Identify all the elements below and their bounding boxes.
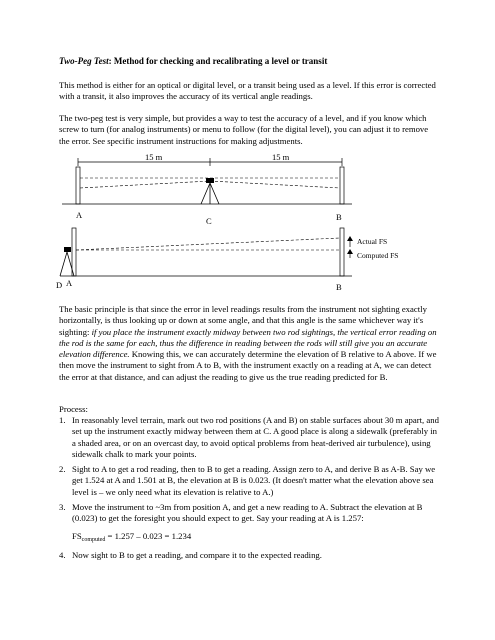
step-number: 1. <box>59 415 66 425</box>
two-peg-diagram <box>0 0 495 300</box>
title-bold: Method for checking and recalibrating a level or transit <box>113 56 328 66</box>
dist-right-label: 15 m <box>272 152 290 162</box>
tripod-c <box>201 178 219 204</box>
step-number: 4. <box>59 549 66 560</box>
step-number: 2. <box>59 464 66 475</box>
actual-sight-line <box>76 238 340 250</box>
process-label: Process: <box>59 404 88 414</box>
formula-expression: = 1.257 – 0.023 = 1.234 <box>105 530 192 541</box>
step-item <box>59 502 439 546</box>
bottom-diagram <box>56 228 398 292</box>
rod-a <box>76 167 80 204</box>
computed-fs-arrow-icon <box>347 249 353 254</box>
label-c: C <box>206 216 212 226</box>
principle-text: The basic principle is that since the error in level readings results from the instrument not sighting exactly horizontally, is thus looking up or down at some angle, and that this angle is the same whichever way it's sighting: <box>59 304 427 337</box>
computed-fs-label: Computed FS <box>357 251 399 260</box>
step-text: Now sight to B to get a reading, and compare it to the expected reading. <box>72 549 322 560</box>
label-b: B <box>336 212 342 222</box>
formula-subscript: computed <box>81 536 106 543</box>
actual-fs-arrow-icon <box>347 236 353 241</box>
top-diagram <box>62 152 352 226</box>
sight-line-a <box>80 181 210 188</box>
step-text: Move the instrument to ~3m from position A, and get a new reading to A. Subtract the elevation at B (0.023) to get the foresight you should expect to get. Say your reading at A is 1.257: <box>72 502 423 524</box>
step-item <box>59 415 439 460</box>
label-a-2: A <box>66 278 73 288</box>
label-d: D <box>56 280 63 290</box>
step-number: 3. <box>59 502 66 513</box>
step-text: Sight to A to get a rod reading, then to B to get a reading. Assign zero to A, and derive B as A-B. Say we get 1.524 at A and 1.501 at B, the elevation at B is 0.023. (It doesn't matter what the elevation above sea level is – we only need what its elevation is relative to A.) <box>72 464 436 497</box>
principle-italic: if you place the instrument exactly midway between two rod sightings, the vertical error reading on the rod is the same for each, thus the difference in reading between the rods will still give you an accurate elevation difference. <box>59 326 437 360</box>
label-b-2: B <box>336 282 342 292</box>
principle-paragraph <box>59 304 439 383</box>
two-peg-paragraph: The two-peg test is very simple, but provides a way to test the accuracy of a level, and if you know which screw to turn (for analog instruments) or menu to follow (for the digital level), you can adjust it to remove the error. See specific instrument instructions for making adjustments. <box>59 113 429 146</box>
process-steps <box>59 415 439 565</box>
rod-b <box>340 167 344 204</box>
dist-left-label: 15 m <box>145 152 163 162</box>
step-text: In reasonably level terrain, mark out two rod positions (A and B) on stable surfaces about 30 m apart, and set up the instrument exactly midway between them at C. A good place is along a sidewalk (preferably in a shaded area, or on an overcast day, to avoid optical problems from heat-derived air turbulence), using sidewalk chalk to mark your points. <box>72 415 439 459</box>
sight-line-b <box>210 181 340 188</box>
title-colon: : <box>108 56 114 66</box>
label-a: A <box>76 210 83 220</box>
formula-line <box>72 531 439 546</box>
intro-paragraph: This method is either for an optical or digital level, or a transit being used as a level. If this error is corrected with a transit, it also improves the accuracy of its vertical angle readings. <box>59 80 436 102</box>
actual-fs-label: Actual FS <box>357 237 388 246</box>
title-italic: Two-Peg Test <box>59 56 109 66</box>
step-item <box>59 550 439 561</box>
formula-fs: FS <box>72 530 82 541</box>
rod-b-2 <box>340 228 344 276</box>
step-item <box>59 464 439 498</box>
principle-rest: Knowing this, we can accurately determine the elevation of B relative to A above. If we then move the instrument to sight from A to B, with the instrument exactly on a reading at A, we can detect the error at that distance, and can adjust the reading to give us the true reading predicted for B. <box>59 349 437 382</box>
rod-a-2 <box>72 228 76 276</box>
